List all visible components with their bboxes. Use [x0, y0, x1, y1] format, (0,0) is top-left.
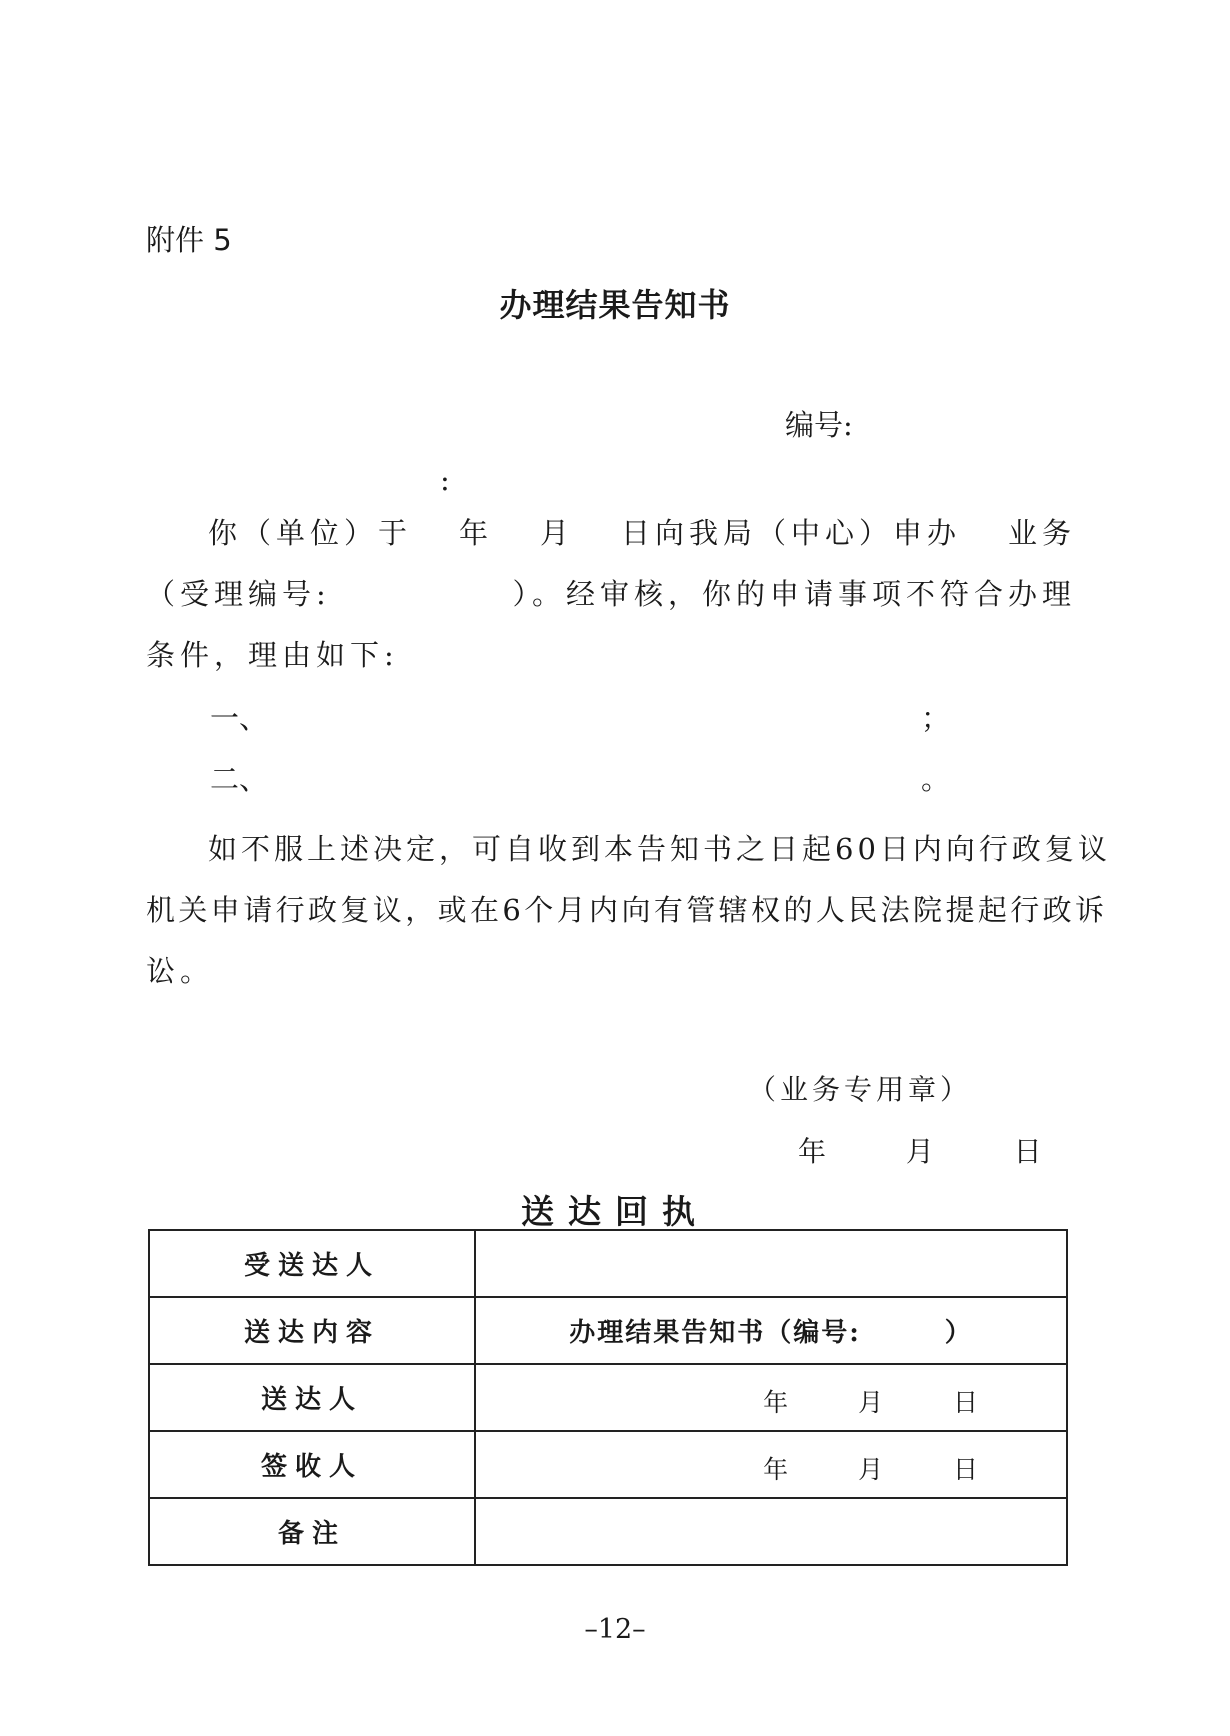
attachment-label: 附件 5 — [146, 223, 232, 257]
body-line-1 — [146, 502, 1076, 564]
content-label: 送达内容 — [149, 1297, 475, 1364]
signer-day: 日 — [952, 1455, 978, 1484]
signer-label: 签收人 — [149, 1431, 475, 1498]
receipt-table — [148, 1229, 1068, 1566]
table-row — [149, 1297, 1067, 1364]
reason-item-2-label: 二、 — [210, 762, 269, 796]
addressee-colon: : — [440, 463, 450, 497]
line1-part2: 日向我局（中心）申办 — [620, 516, 961, 550]
recipient-value — [475, 1230, 1067, 1297]
line1-year: 年 — [458, 516, 493, 550]
deliverer-label: 送达人 — [149, 1364, 475, 1431]
deliverer-day: 日 — [952, 1388, 978, 1417]
receipt-title: 送达回执 — [521, 1192, 709, 1231]
deliverer-value — [475, 1364, 1067, 1431]
signer-year: 年 — [763, 1455, 789, 1484]
appeal-line-1: 如不服上述决定，可自收到本告知书之日起60日内向行政复议 — [208, 832, 1111, 866]
table-row — [149, 1364, 1067, 1431]
table-row — [149, 1498, 1067, 1565]
line2-part2: ）。经审核，你的申请事项不符合办理 — [512, 577, 1076, 611]
seal-text: （业务专用章） — [748, 1073, 973, 1106]
deliverer-date — [763, 1383, 978, 1419]
body-line-3: 条件，理由如下: — [146, 638, 399, 672]
signature-year: 年 — [798, 1135, 827, 1168]
remarks-value — [475, 1498, 1067, 1565]
signer-month: 月 — [858, 1455, 884, 1484]
line1-part3: 业务 — [1007, 516, 1076, 550]
reason-item-2 — [210, 757, 950, 798]
line1-part1: 你（单位）于 — [208, 516, 413, 550]
signature-day: 日 — [1013, 1135, 1042, 1168]
deliverer-year: 年 — [763, 1388, 789, 1417]
line2-part1: （受理编号: — [146, 577, 331, 611]
signature-date — [798, 1130, 1042, 1170]
reason-item-1-end: ； — [920, 701, 950, 735]
remarks-label: 备注 — [149, 1498, 475, 1565]
reason-item-1-label: 一、 — [210, 701, 269, 735]
appeal-line-2: 机关申请行政复议，或在6个月内向有管辖权的人民法院提起行政诉 — [146, 893, 1108, 927]
signer-date — [763, 1450, 978, 1486]
table-row — [149, 1230, 1067, 1297]
body-line-2 — [146, 563, 1076, 625]
document-number-label: 编号: — [785, 408, 853, 442]
reason-item-1 — [210, 696, 950, 737]
signer-value — [475, 1431, 1067, 1498]
reason-item-2-end: 。 — [920, 762, 950, 796]
deliverer-month: 月 — [858, 1388, 884, 1417]
table-row — [149, 1431, 1067, 1498]
signature-month: 月 — [905, 1135, 934, 1168]
appeal-line-3: 讼。 — [146, 954, 215, 988]
page-number: –12– — [584, 1614, 646, 1645]
recipient-label: 受送达人 — [149, 1230, 475, 1297]
line1-month: 月 — [539, 516, 574, 550]
content-value: 办理结果告知书（编号: ） — [475, 1297, 1067, 1364]
document-title: 办理结果告知书 — [499, 286, 731, 324]
